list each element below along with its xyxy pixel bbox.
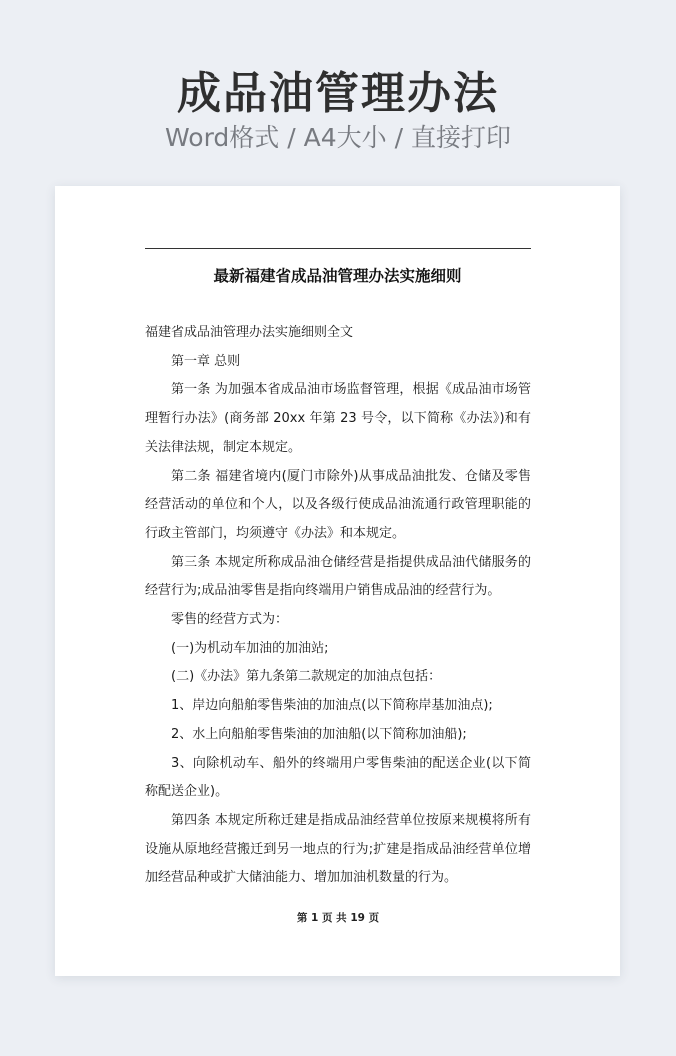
article-4: 第四条 本规定所称迁建是指成品油经营单位按原来规模将所有设施从原地经营搬迁到另一地点的行为;扩建是指成品油经营单位增加经营品种或扩大储油能力、增加加油机数量的行为。 bbox=[145, 812, 531, 886]
header-rule bbox=[145, 248, 531, 249]
sub-item-1: 1、岸边向船舶零售柴油的加油点(以下简称岸基加油点); bbox=[171, 698, 493, 714]
paragraph-intro: 福建省成品油管理办法实施细则全文 bbox=[145, 325, 354, 340]
chapter-heading: 第一章 总则 bbox=[171, 353, 241, 369]
banner-title: 成品油管理办法 bbox=[177, 68, 499, 119]
page-footer: 第 1 页 共 19 页 bbox=[296, 912, 380, 924]
list-item-1: (一)为机动车加油的加油站; bbox=[171, 640, 329, 656]
document-title: 最新福建省成品油管理办法实施细则 bbox=[213, 267, 462, 285]
list-item-2: (二)《办法》第九条第二款规定的加油点包括： bbox=[171, 669, 442, 685]
sub-item-2: 2、水上向船舶零售柴油的加油船(以下简称加油船); bbox=[171, 726, 467, 742]
article-3: 第三条 本规定所称成品油仓储经营是指提供成品油代储服务的经营行为;成品油零售是指向终端用户销售成品油的经营行为。 bbox=[145, 554, 531, 599]
banner-subtitle: Word格式 / A4大小 / 直接打印 bbox=[165, 123, 511, 152]
document-body bbox=[145, 319, 531, 893]
article-2: 第二条 福建省境内(厦门市除外)从事成品油批发、仓储及零售经营活动的单位和个人，以及各级行使成品油流通行政管理职能的行政主管部门，均须遵守《办法》和本规定。 bbox=[145, 468, 531, 541]
retail-methods-heading: 零售的经营方式为： bbox=[171, 612, 289, 628]
sub-item-3: 3、向除机动车、船外的终端用户零售柴油的配送企业(以下简称配送企业)。 bbox=[145, 755, 531, 800]
document-page bbox=[55, 186, 620, 976]
article-1: 第一条 为加强本省成品油市场监督管理，根据《成品油市场管理暂行办法》(商务部 20xx 年第 23 号令，以下简称《办法》)和有关法律法规，制定本规定。 bbox=[145, 382, 531, 455]
